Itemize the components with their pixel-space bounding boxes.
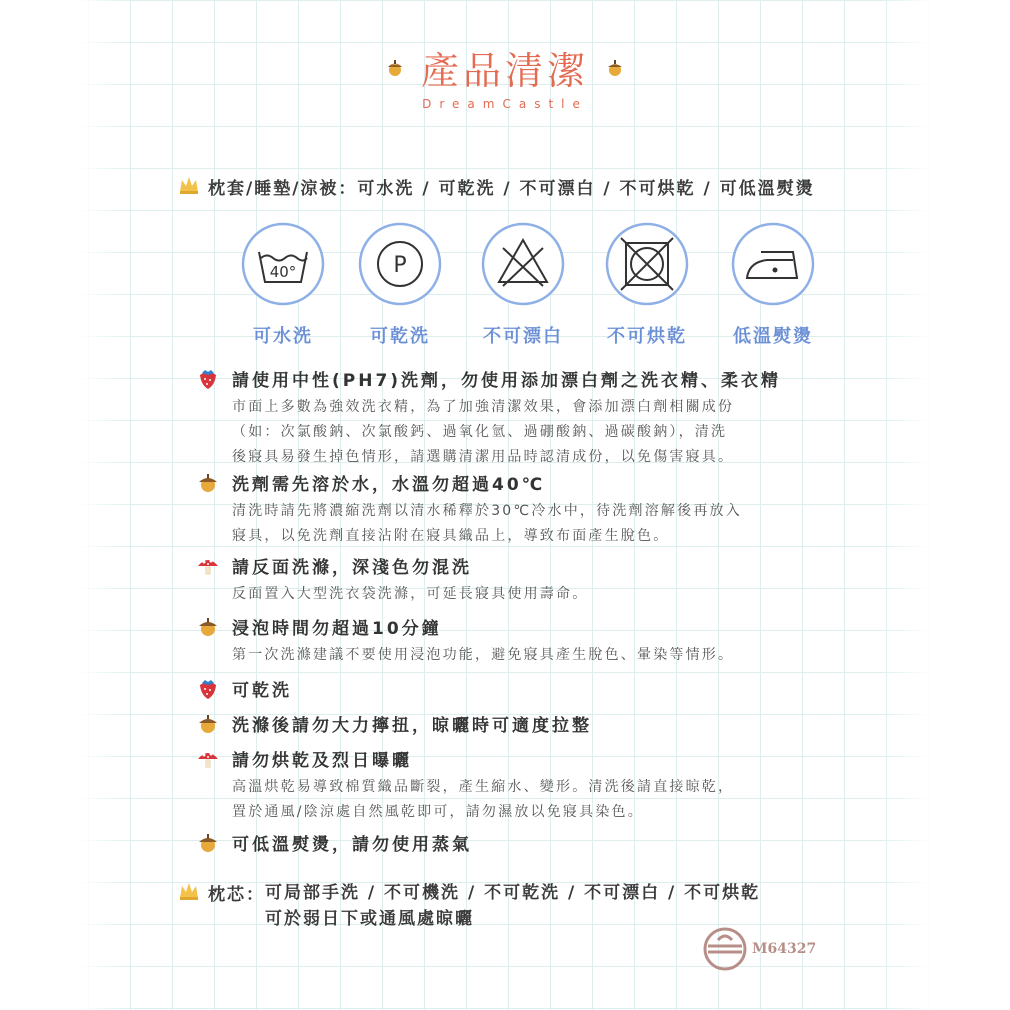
page-title: 產品清潔 — [420, 49, 589, 93]
care-icon-no-tumble-dry — [592, 222, 702, 348]
care-item-dry-clean — [196, 676, 836, 701]
care-item-soak-time — [196, 614, 836, 668]
dry-clean-letter: P — [393, 253, 407, 278]
icon-label-low-iron: 低溫熨燙 — [733, 326, 813, 347]
item-line: 置於通風/陰涼處自然風乾即可，請勿濕放以免寢具染色。 — [232, 804, 644, 820]
item-title: 可低溫熨燙，請勿使用蒸氣 — [232, 835, 472, 855]
item-line: 高溫烘乾易導致棉質織品斷裂，產生縮水、變形。清洗後請直接晾乾， — [232, 779, 735, 795]
icon-label-no-bleach: 不可漂白 — [483, 326, 563, 347]
care-icon-low-iron — [718, 222, 828, 348]
crown-icon — [178, 175, 200, 195]
care-icon-dry-clean — [345, 222, 455, 348]
care-item-no-tumble-dry — [196, 746, 836, 825]
certification-logo-icon — [702, 926, 748, 972]
care-item-water-temp — [196, 470, 836, 549]
item-line: 後寢具易發生掉色情形，請選購清潔用品時認清成份，以免傷害寢具。 — [232, 449, 735, 465]
item-line: 市面上多數為強效洗衣精，為了加強清潔效果，會添加漂白劑相關成份 — [232, 399, 735, 415]
care-item-no-wring — [196, 711, 836, 736]
right-fade — [880, 0, 1010, 1010]
item-line: 反面置入大型洗衣袋洗滌，可延長寢具使用壽命。 — [232, 586, 589, 602]
item-line: 寢具，以免洗劑直接沾附在寢具織品上，導致布面產生脫色。 — [232, 528, 670, 544]
icon-label-wash: 可水洗 — [253, 326, 313, 347]
item-title: 請勿烘乾及烈日曝曬 — [232, 751, 412, 771]
item-title: 請使用中性(PH7)洗劑，勿使用添加漂白劑之洗衣精、柔衣精 — [232, 371, 782, 391]
item-line: 第一次洗滌建議不要使用浸泡功能，避免寢具產生脫色、暈染等情形。 — [232, 647, 735, 663]
mushroom-icon — [196, 554, 220, 578]
pillow-core-label: 枕芯： — [208, 885, 265, 905]
strawberry-icon — [196, 677, 220, 701]
care-item-detergent — [196, 366, 836, 470]
certification-number: M64327 — [752, 941, 817, 957]
no-bleach-icon — [481, 222, 565, 306]
mushroom-icon — [196, 747, 220, 771]
item-line: （如：次氯酸鈉、次氯酸鈣、過氧化氫、過硼酸鈉、過碳酸鈉），清洗 — [232, 424, 728, 440]
certification-mark — [702, 926, 816, 972]
wash-40-icon — [241, 222, 325, 306]
item-title: 浸泡時間勿超過10分鐘 — [232, 619, 442, 639]
strawberry-icon — [196, 367, 220, 391]
pillowcase-care-text: 枕套/睡墊/涼被：可水洗 / 可乾洗 / 不可漂白 / 不可烘乾 / 可低溫熨燙 — [208, 179, 815, 199]
pillow-core-care — [178, 880, 760, 932]
care-item-inside-out — [196, 553, 836, 607]
header — [0, 40, 1010, 111]
acorn-icon — [196, 831, 220, 855]
item-title: 可乾洗 — [232, 681, 292, 701]
pillowcase-care-line — [178, 174, 815, 199]
item-line: 清洗時請先將濃縮洗劑以清水稀釋於30℃冷水中，待洗劑溶解後再放入 — [232, 503, 742, 519]
no-tumble-dry-icon — [605, 222, 689, 306]
care-icons — [228, 222, 828, 352]
dry-clean-p-icon — [358, 222, 442, 306]
item-title: 洗滌後請勿大力擰扭，晾曬時可適度拉整 — [232, 716, 592, 736]
page-subtitle: DreamCastle — [422, 97, 588, 111]
wash-temp-label: 40° — [269, 263, 297, 281]
left-fade — [0, 0, 130, 1010]
low-iron-icon — [731, 222, 815, 306]
acorn-icon — [605, 58, 625, 78]
item-title: 洗劑需先溶於水，水溫勿超過40℃ — [232, 475, 546, 495]
icon-label-no-tumble-dry: 不可烘乾 — [607, 326, 687, 347]
care-icon-no-bleach — [468, 222, 578, 348]
pillow-core-line-1: 可局部手洗 / 不可機洗 / 不可乾洗 / 不可漂白 / 不可烘乾 — [265, 883, 761, 903]
acorn-icon — [196, 712, 220, 736]
acorn-icon — [385, 58, 405, 78]
icon-label-dry-clean: 可乾洗 — [370, 326, 430, 347]
acorn-icon — [196, 615, 220, 639]
crown-icon — [178, 881, 200, 901]
care-item-low-iron — [196, 830, 836, 855]
acorn-icon — [196, 471, 220, 495]
pillow-core-line-2: 可於弱日下或通風處晾曬 — [265, 909, 474, 929]
item-title: 請反面洗滌，深淺色勿混洗 — [232, 558, 472, 578]
care-icon-wash — [228, 222, 338, 348]
